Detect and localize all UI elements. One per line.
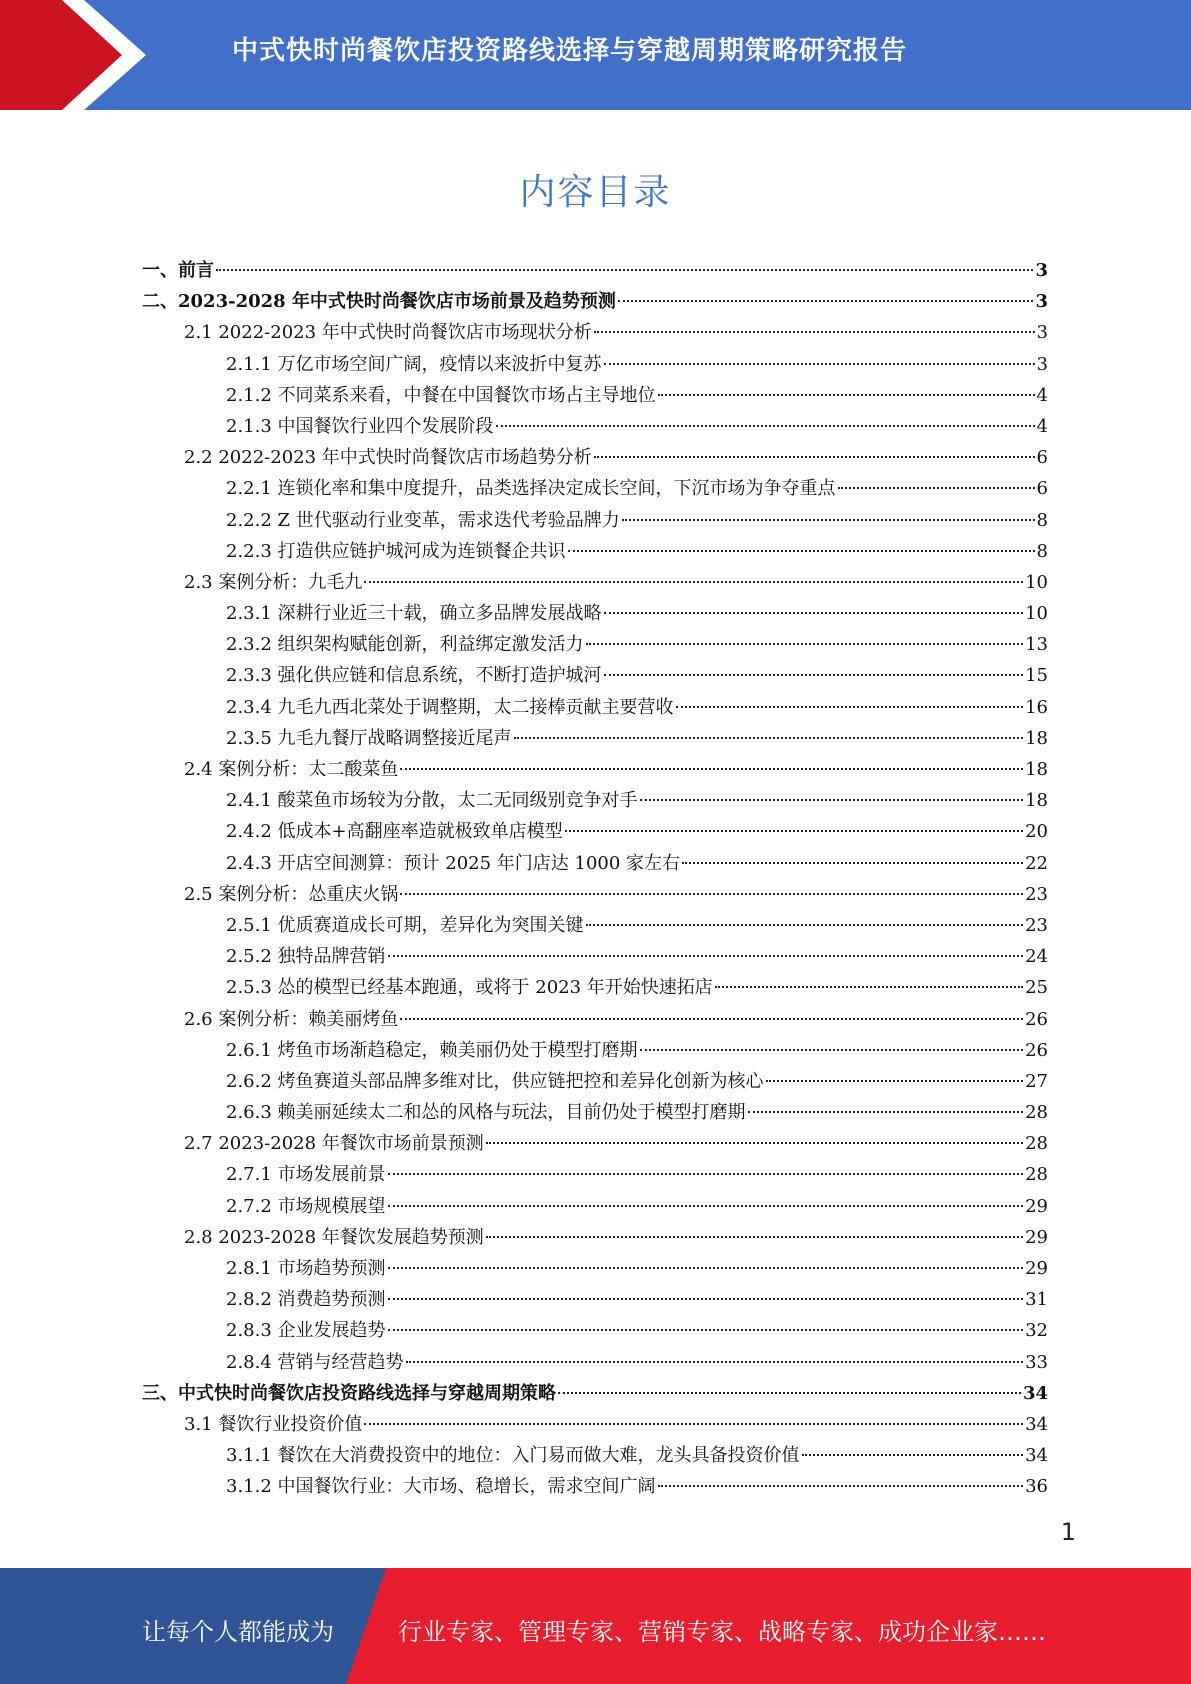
toc-entry-text: 2.4.1 酸菜鱼市场较为分散，太二无同级别竞争对手 (226, 790, 638, 812)
toc-entry-text: 2.7 2023-2028 年餐饮市场前景预测 (184, 1133, 484, 1155)
toc-entry-page: 34 (1025, 1413, 1048, 1435)
toc-leader-dots (558, 1392, 1021, 1394)
toc-entry-text: 2.7.2 市场规模展望 (226, 1195, 386, 1217)
toc-leader-dots (388, 1205, 1024, 1207)
toc-leader-dots (364, 1423, 1023, 1425)
toc-entry[interactable] (142, 1347, 1048, 1378)
toc-entry-page: 18 (1025, 759, 1048, 780)
toc-entry-page: 16 (1025, 696, 1048, 718)
toc-leader-dots (496, 425, 1035, 427)
toc-entry-text: 2.8 2023-2028 年餐饮发展趋势预测 (184, 1226, 484, 1248)
toc-leader-dots (658, 394, 1035, 396)
toc-entry-text: 2.3 案例分析：九毛九 (184, 571, 363, 593)
toc-leader-dots (622, 519, 1035, 521)
toc-entry-text: 一、前言 (142, 260, 214, 281)
toc-entry-text: 3.1 餐饮行业投资价值 (184, 1413, 363, 1435)
toc-entry[interactable] (142, 723, 1048, 754)
toc-entry-text: 2.2 2022-2023 年中式快时尚餐饮店市场趋势分析 (184, 447, 592, 469)
toc-entry[interactable] (142, 442, 1048, 473)
toc-entry-text: 2.8.3 企业发展趋势 (226, 1320, 386, 1342)
toc-leader-dots (514, 737, 1024, 739)
toc-entry[interactable] (142, 1035, 1048, 1066)
toc-entry[interactable] (142, 1004, 1048, 1035)
toc-entry[interactable] (142, 879, 1048, 910)
toc-leader-dots (802, 1454, 1024, 1456)
toc-entry[interactable] (142, 317, 1048, 348)
toc-entry[interactable] (142, 1378, 1048, 1409)
toc-leader-dots (676, 706, 1024, 708)
toc-entry[interactable] (142, 411, 1048, 442)
toc-entry-page: 10 (1025, 571, 1048, 593)
toc-entry-text: 2.3.5 九毛九餐厅战略调整接近尾声 (226, 727, 512, 749)
toc-entry-page: 15 (1025, 665, 1048, 687)
footer-slogan-right: 行业专家、管理专家、营销专家、战略专家、成功企业家…… (398, 1618, 1046, 1646)
toc-entry-page: 6 (1036, 478, 1048, 500)
toc-entry-page: 28 (1025, 1102, 1048, 1124)
toc-entry-text: 3.1.1 餐饮在大消费投资中的地位：入门易而做大难，龙头具备投资价值 (226, 1445, 800, 1467)
toc-entry[interactable] (142, 598, 1048, 629)
toc-entry-page: 23 (1025, 883, 1048, 905)
toc-entry-text: 2.8.2 消费趋势预测 (226, 1289, 386, 1311)
toc-entry-page: 20 (1025, 821, 1048, 843)
toc-leader-dots (388, 1173, 1024, 1175)
toc-leader-dots (640, 1049, 1024, 1051)
toc-entry[interactable] (142, 1097, 1048, 1128)
toc-entry-text: 2.2.2 Z 世代驱动行业变革，需求迭代考验品牌力 (226, 509, 620, 531)
toc-entry-text: 2.3.2 组织架构赋能创新，利益绑定激发活力 (226, 634, 584, 656)
toc-entry-page: 23 (1025, 914, 1048, 936)
toc-entry-text: 2.6 案例分析：赖美丽烤鱼 (184, 1008, 399, 1030)
toc-entry-text: 2.8.4 营销与经营趋势 (226, 1351, 404, 1373)
toc-entry[interactable] (142, 660, 1048, 691)
toc-entry-page: 18 (1025, 790, 1048, 812)
toc-leader-dots (748, 1111, 1024, 1113)
toc-entry-page: 3 (1035, 260, 1048, 281)
toc-entry-page: 26 (1025, 1008, 1048, 1030)
toc-entry-page: 22 (1025, 852, 1048, 874)
toc-leader-dots (682, 862, 1023, 864)
toc-leader-dots (406, 1361, 1024, 1363)
toc-leader-dots (216, 269, 1033, 271)
toc-entry-page: 4 (1036, 384, 1048, 406)
toc-entry-text: 三、中式快时尚餐饮店投资路线选择与穿越周期策略 (142, 1382, 556, 1404)
toc-entry[interactable] (142, 910, 1048, 941)
toc-entry-text: 2.7.1 市场发展前景 (226, 1164, 386, 1186)
toc-entry[interactable] (142, 785, 1048, 816)
table-of-contents (142, 255, 1048, 1503)
toc-entry-page: 28 (1025, 1164, 1048, 1186)
toc-leader-dots (400, 893, 1023, 895)
toc-leader-dots (400, 1018, 1023, 1020)
page-footer (0, 1568, 1191, 1684)
toc-entry-page: 36 (1025, 1476, 1048, 1498)
toc-entry-text: 2.3.1 深耕行业近三十载，确立多品牌发展战略 (226, 603, 602, 625)
toc-entry-text: 2.6.1 烤鱼市场渐趋稳定，赖美丽仍处于模型打磨期 (226, 1039, 638, 1061)
toc-leader-dots (568, 550, 1035, 552)
toc-entry[interactable] (142, 1066, 1048, 1097)
toc-leader-dots (766, 1080, 1024, 1082)
toc-leader-dots (388, 1298, 1024, 1300)
toc-leader-dots (594, 456, 1035, 458)
toc-entry-text: 2.4.3 开店空间测算：预计 2025 年门店达 1000 家左右 (226, 852, 681, 874)
toc-entry[interactable] (142, 567, 1048, 598)
toc-entry[interactable] (142, 1128, 1048, 1159)
toc-entry[interactable] (142, 1409, 1048, 1440)
toc-entry-page: 28 (1025, 1133, 1048, 1155)
toc-leader-dots (486, 1142, 1023, 1144)
toc-leader-dots (618, 300, 1034, 302)
toc-entry-page: 25 (1025, 977, 1048, 999)
toc-entry[interactable] (142, 286, 1048, 317)
toc-entry-page: 3 (1036, 353, 1048, 375)
toc-leader-dots (640, 799, 1024, 801)
toc-entry-text: 2.2.3 打造供应链护城河成为连锁餐企共识 (226, 540, 566, 562)
toc-entry-page: 26 (1025, 1039, 1048, 1061)
toc-entry-text: 2.6.3 赖美丽延续太二和怂的风格与玩法，目前仍处于模型打磨期 (226, 1102, 746, 1124)
toc-entry-text: 2.1.1 万亿市场空间广阔，疫情以来波折中复苏 (226, 353, 602, 375)
toc-entry-text: 2.3.3 强化供应链和信息系统，不断打造护城河 (226, 665, 602, 687)
toc-leader-dots (594, 331, 1035, 333)
toc-entry[interactable] (142, 754, 1048, 785)
toc-entry-text: 2.6.2 烤鱼赛道头部品牌多维对比，供应链把控和差异化创新为核心 (226, 1070, 764, 1092)
footer-slogan-left: 让每个人都能成为 (142, 1618, 334, 1646)
toc-entry-text: 2.5.2 独特品牌营销 (226, 946, 386, 968)
toc-leader-dots (604, 612, 1024, 614)
toc-entry-page: 4 (1036, 415, 1048, 437)
toc-entry-page: 24 (1025, 946, 1048, 968)
toc-entry-page: 18 (1025, 727, 1048, 749)
toc-entry-page: 13 (1025, 634, 1048, 656)
toc-entry-page: 31 (1025, 1289, 1048, 1311)
toc-entry-page: 29 (1025, 1195, 1048, 1217)
toc-entry-text: 2.1.2 不同菜系来看，中餐在中国餐饮市场占主导地位 (226, 384, 656, 406)
toc-leader-dots (586, 643, 1024, 645)
toc-entry[interactable] (142, 629, 1048, 660)
toc-entry[interactable] (142, 255, 1048, 286)
toc-entry-text: 二、2023-2028 年中式快时尚餐饮店市场前景及趋势预测 (142, 291, 616, 313)
toc-entry-text: 2.5.1 优质赛道成长可期，差异化为突围关键 (226, 914, 584, 936)
toc-entry[interactable] (142, 941, 1048, 972)
toc-leader-dots (586, 924, 1024, 926)
toc-entry[interactable] (142, 505, 1048, 536)
toc-entry[interactable] (142, 380, 1048, 411)
toc-leader-dots (388, 955, 1024, 957)
toc-entry-text: 2.1 2022-2023 年中式快时尚餐饮店市场现状分析 (184, 322, 592, 344)
toc-entry[interactable] (142, 349, 1048, 380)
toc-entry-page: 29 (1025, 1258, 1048, 1279)
toc-entry[interactable] (142, 1253, 1048, 1284)
toc-entry-page: 34 (1025, 1445, 1048, 1467)
toc-leader-dots (715, 986, 1023, 988)
toc-entry[interactable] (142, 848, 1048, 879)
toc-leader-dots (658, 1485, 1024, 1487)
header-title: 中式快时尚餐饮店投资路线选择与穿越周期策略研究报告 (232, 36, 908, 66)
page-header (0, 0, 1191, 110)
toc-entry[interactable] (142, 536, 1048, 567)
toc-entry-text: 2.5 案例分析：怂重庆火锅 (184, 883, 399, 905)
toc-entry[interactable] (142, 1315, 1048, 1346)
toc-entry-page: 34 (1022, 1382, 1048, 1404)
toc-entry-page: 8 (1036, 509, 1048, 531)
toc-entry-text: 2.2.1 连锁化率和集中度提升，品类选择决定成长空间，下沉市场为争夺重点 (226, 478, 836, 500)
page-number: 1 (1060, 1518, 1076, 1546)
toc-entry[interactable] (142, 1284, 1048, 1315)
toc-entry-text: 2.1.3 中国餐饮行业四个发展阶段 (226, 415, 494, 437)
toc-leader-dots (388, 1329, 1024, 1331)
toc-entry[interactable] (142, 1440, 1048, 1471)
toc-entry[interactable] (142, 816, 1048, 847)
toc-entry-page: 8 (1036, 540, 1048, 562)
toc-entry-text: 2.5.3 怂的模型已经基本跑通，或将于 2023 年开始快速拓店 (226, 977, 713, 999)
toc-entry-page: 29 (1025, 1226, 1048, 1248)
toc-leader-dots (838, 487, 1035, 489)
toc-leader-dots (400, 768, 1023, 770)
toc-leader-dots (565, 830, 1023, 832)
toc-entry[interactable] (142, 1191, 1048, 1222)
toc-entry[interactable] (142, 692, 1048, 723)
toc-entry-text: 2.3.4 九毛九西北菜处于调整期，太二接棒贡献主要营收 (226, 696, 674, 718)
toc-entry-page: 32 (1025, 1320, 1048, 1342)
toc-leader-dots (486, 1236, 1023, 1238)
toc-leader-dots (604, 363, 1035, 365)
toc-entry-text: 2.4 案例分析：太二酸菜鱼 (184, 759, 399, 780)
toc-entry-page: 3 (1036, 322, 1048, 344)
toc-leader-dots (364, 581, 1023, 583)
toc-entry-page: 6 (1036, 447, 1048, 469)
toc-entry[interactable] (142, 473, 1048, 504)
toc-entry-text: 2.8.1 市场趋势预测 (226, 1258, 386, 1279)
toc-entry-text: 2.4.2 低成本+高翻座率造就极致单店模型 (226, 821, 563, 843)
toc-entry-page: 33 (1025, 1351, 1048, 1373)
toc-entry-page: 10 (1025, 603, 1048, 625)
toc-entry[interactable] (142, 1159, 1048, 1190)
toc-entry-page: 3 (1035, 291, 1048, 313)
toc-leader-dots (604, 674, 1024, 676)
toc-entry-page: 27 (1025, 1070, 1048, 1092)
toc-entry[interactable] (142, 972, 1048, 1003)
toc-entry[interactable] (142, 1222, 1048, 1253)
toc-entry-text: 3.1.2 中国餐饮行业：大市场、稳增长，需求空间广阔 (226, 1476, 656, 1498)
toc-title: 内容目录 (519, 172, 672, 213)
toc-entry[interactable] (142, 1471, 1048, 1502)
toc-leader-dots (388, 1267, 1024, 1269)
